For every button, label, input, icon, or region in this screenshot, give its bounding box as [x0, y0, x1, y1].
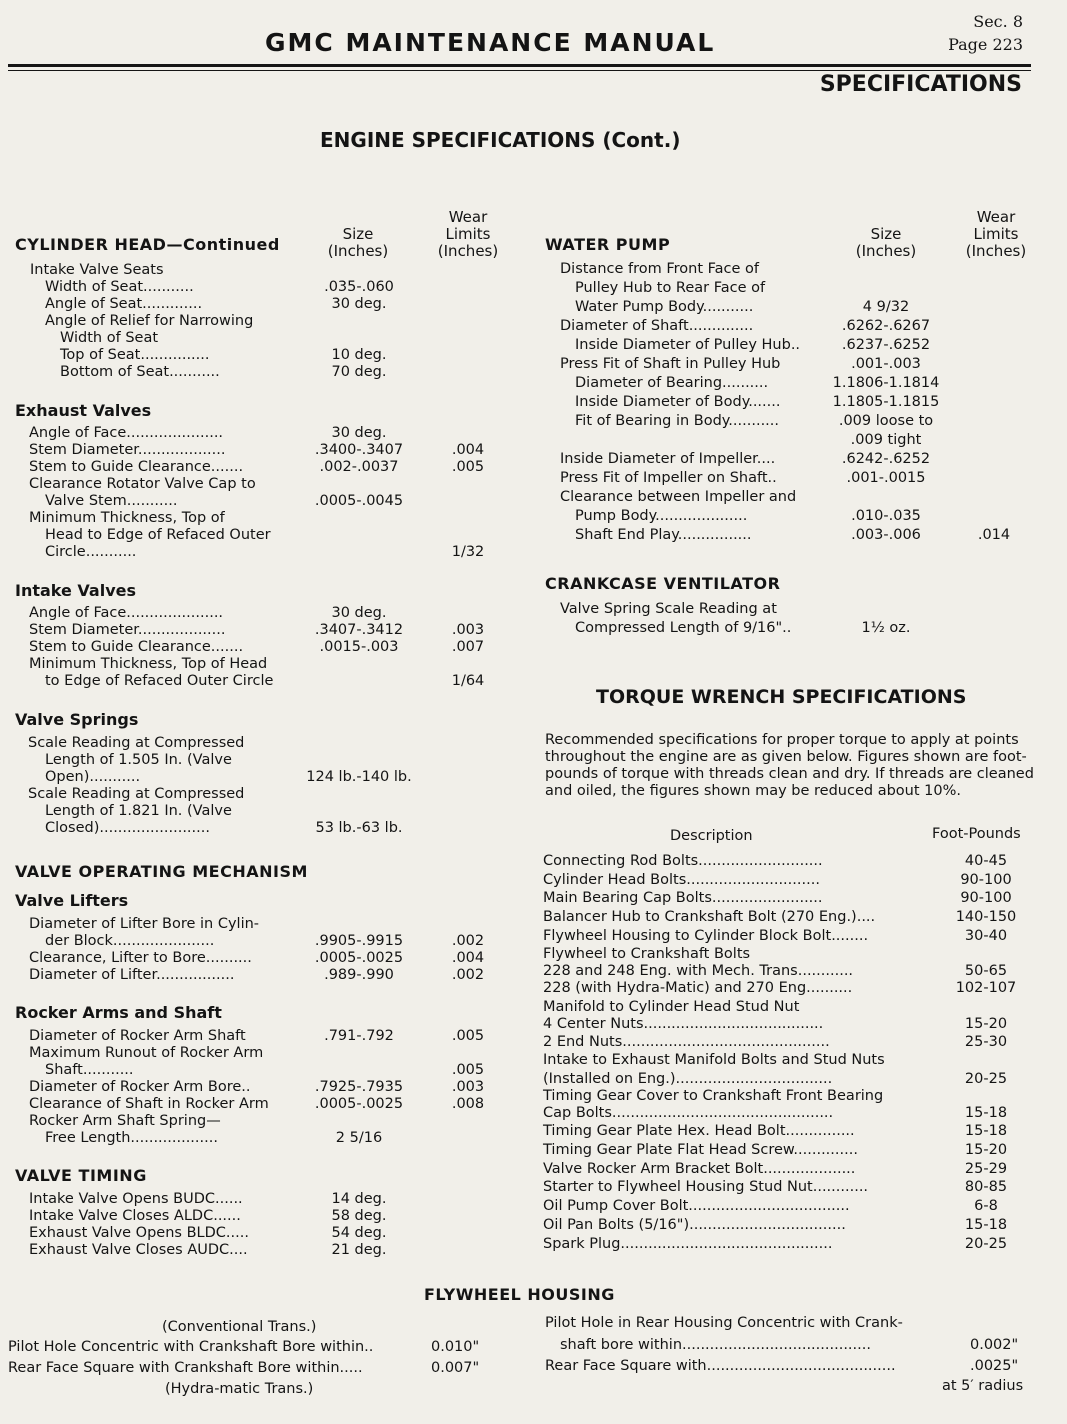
- size-header-line: (Inches): [327, 242, 389, 260]
- spec-size-value: 54 deg.: [331, 1225, 387, 1241]
- wear-column-header: [433, 209, 503, 260]
- torque-row: [543, 998, 1031, 1016]
- spec-label: Press Fit of Impeller on Shaft..: [560, 470, 777, 486]
- torque-row: [543, 1087, 1031, 1105]
- spec-wear-value: .008: [451, 1096, 485, 1112]
- spec-label: Inside Diameter of Body.......: [575, 394, 781, 410]
- torque-value: 15-18: [964, 1217, 1008, 1233]
- spec-label: Valve Stem...........: [45, 493, 178, 509]
- hydramatic-label: (Hydra-matic Trans.): [165, 1381, 314, 1397]
- spec-label: Diameter of Lifter Bore in Cylin-: [29, 916, 260, 932]
- torque-description: Cylinder Head Bolts.............................: [543, 872, 820, 888]
- spec-row: [0, 656, 1067, 673]
- foot-pounds-column-header: Foot-Pounds: [932, 826, 1021, 842]
- spec-label: Stem to Guide Clearance.......: [29, 639, 244, 655]
- spec-size-value: .009 loose to: [838, 413, 934, 429]
- spec-wear-value: .002: [451, 933, 485, 949]
- torque-row: [543, 1216, 1031, 1234]
- torque-value: 15-18: [964, 1105, 1008, 1121]
- flywheel-left-row-value: 0.007": [431, 1360, 480, 1376]
- spec-label: Width of Seat: [60, 330, 159, 346]
- torque-value: 15-18: [964, 1123, 1008, 1139]
- spec-size-value: .6237-.6252: [841, 337, 931, 353]
- spec-label: Water Pump Body...........: [575, 299, 754, 315]
- spec-size-value: .3407-.3412: [314, 622, 404, 638]
- spec-row: [0, 413, 1067, 430]
- wear-column-header: [960, 209, 1032, 260]
- torque-description: (Installed on Eng.)..................................: [543, 1071, 833, 1087]
- flywheel-right-row-value: .0025": [970, 1358, 1019, 1374]
- spec-size-value: .9905-.9915: [314, 933, 404, 949]
- torque-description: Main Bearing Cap Bolts........................: [543, 890, 823, 906]
- spec-label: to Edge of Refaced Outer Circle: [45, 673, 274, 689]
- spec-label: Minimum Thickness, Top of: [29, 510, 225, 526]
- torque-value: 25-29: [964, 1161, 1008, 1177]
- spec-size-value: .6242-.6252: [841, 451, 931, 467]
- spec-label: Rocker Arm Shaft Spring—: [29, 1113, 221, 1129]
- section-heading: VALVE OPERATING MECHANISM: [15, 862, 308, 881]
- spec-size-value: .3400-.3407: [314, 442, 404, 458]
- radius-note: at 5′ radius: [942, 1378, 1024, 1394]
- spec-row: [0, 280, 1067, 297]
- spec-label: Valve Spring Scale Reading at: [560, 601, 777, 617]
- spec-row: [0, 299, 1067, 316]
- spec-row: [0, 527, 1067, 544]
- spec-row: [0, 337, 1067, 354]
- spec-label: Fit of Bearing in Body...........: [575, 413, 780, 429]
- wear-header-line: (Inches): [965, 242, 1027, 260]
- spec-label: Maximum Runout of Rocker Arm: [29, 1045, 264, 1061]
- torque-row: [543, 1033, 1031, 1051]
- spec-label: Clearance, Lifter to Bore..........: [29, 950, 252, 966]
- header-rule: [8, 64, 1031, 67]
- spec-label: Angle of Face.....................: [29, 425, 224, 441]
- spec-label: Stem to Guide Clearance.......: [29, 459, 244, 475]
- spec-label: Length of 1.505 In. (Valve: [45, 752, 232, 768]
- torque-value: 140-150: [955, 909, 1017, 925]
- torque-value: 20-25: [964, 1236, 1008, 1252]
- conventional-label: (Conventional Trans.): [162, 1319, 317, 1335]
- spec-label: Top of Seat...............: [60, 347, 210, 363]
- spec-row: [0, 803, 1067, 820]
- subsection-heading: Rocker Arms and Shaft: [15, 1003, 222, 1022]
- spec-label: Scale Reading at Compressed: [28, 786, 245, 802]
- spec-row: [0, 394, 1067, 411]
- torque-row: [543, 1104, 1031, 1122]
- torque-description: Flywheel to Crankshaft Bolts: [543, 946, 751, 962]
- spec-label: Pulley Hub to Rear Face of: [575, 280, 766, 296]
- spec-label: Diameter of Shaft..............: [560, 318, 754, 334]
- spec-wear-value: .003: [451, 1079, 485, 1095]
- torque-value: 102-107: [955, 980, 1017, 996]
- spec-size-value: 1.1806-1.1814: [832, 375, 940, 391]
- subsection-heading: Intake Valves: [15, 581, 137, 600]
- spec-size-value: .7925-.7935: [314, 1079, 404, 1095]
- size-column-header: [322, 226, 394, 260]
- section-number: Sec. 8: [973, 12, 1023, 31]
- torque-description: Valve Rocker Arm Bracket Bolt....................: [543, 1161, 856, 1177]
- torque-row: [543, 945, 1031, 963]
- spec-size-value: 2 5/16: [335, 1130, 383, 1146]
- spec-label: Diameter of Rocker Arm Shaft: [29, 1028, 246, 1044]
- torque-description: 4 Center Nuts.......................................: [543, 1016, 824, 1032]
- torque-row: [543, 871, 1031, 889]
- spec-size-value: .010-.035: [851, 508, 921, 524]
- description-column-header: Description: [670, 828, 753, 844]
- spec-size-value: .001-.0015: [846, 470, 926, 486]
- flywheel-left-row-value: 0.010": [431, 1339, 480, 1355]
- spec-label: Clearance Rotator Valve Cap to: [29, 476, 256, 492]
- torque-description: 2 End Nuts.............................................: [543, 1034, 830, 1050]
- spec-label: Inside Diameter of Impeller....: [560, 451, 776, 467]
- torque-row: [543, 1235, 1031, 1253]
- torque-description: Manifold to Cylinder Head Stud Nut: [543, 999, 800, 1015]
- wear-header-line: Wear: [976, 208, 1016, 226]
- header-rule-thin: [8, 70, 1031, 71]
- subsection-heading: Valve Lifters: [15, 891, 129, 910]
- spec-label: Intake Valve Opens BUDC......: [29, 1191, 243, 1207]
- torque-row: [543, 1015, 1031, 1033]
- spec-wear-value: .004: [451, 950, 485, 966]
- spec-wear-value: 1/64: [451, 673, 485, 689]
- spec-size-value: 1½ oz.: [861, 620, 911, 636]
- torque-value: 15-20: [964, 1016, 1008, 1032]
- spec-size-value: 58 deg.: [331, 1208, 387, 1224]
- spec-label: Length of 1.821 In. (Valve: [45, 803, 232, 819]
- spec-wear-value: .005: [451, 1028, 485, 1044]
- torque-value: 80-85: [964, 1179, 1008, 1195]
- spec-wear-value: 1/32: [451, 544, 485, 560]
- spec-row: [0, 432, 1067, 449]
- size-header-line: Size: [342, 225, 374, 243]
- wear-header-line: (Inches): [437, 242, 499, 260]
- size-header-line: Size: [870, 225, 902, 243]
- spec-row: [0, 639, 1067, 656]
- torque-description: Timing Gear Plate Hex. Head Bolt...............: [543, 1123, 855, 1139]
- torque-description: Oil Pump Cover Bolt...................................: [543, 1198, 850, 1214]
- spec-label: Diameter of Rocker Arm Bore..: [29, 1079, 251, 1095]
- torque-value: 40-45: [964, 853, 1008, 869]
- spec-row: [0, 489, 1067, 506]
- torque-description: Flywheel Housing to Cylinder Block Bolt........: [543, 928, 869, 944]
- torque-description: 228 (with Hydra-Matic) and 270 Eng..........: [543, 980, 853, 996]
- spec-size-value: 70 deg.: [331, 364, 387, 380]
- page-title: ENGINE SPECIFICATIONS (Cont.): [320, 128, 681, 152]
- spec-label: Exhaust Valve Opens BLDC.....: [29, 1225, 249, 1241]
- spec-label: Angle of Face.....................: [29, 605, 224, 621]
- torque-description: Timing Gear Cover to Crankshaft Front Bearing: [543, 1088, 884, 1104]
- torque-row: [543, 962, 1031, 980]
- torque-value: 50-65: [964, 963, 1008, 979]
- subsection-heading: Exhaust Valves: [15, 401, 152, 420]
- spec-row: [0, 451, 1067, 468]
- spec-wear-value: .005: [451, 459, 485, 475]
- spec-label: der Block......................: [45, 933, 215, 949]
- spec-label: Intake Valve Seats: [30, 262, 164, 278]
- spec-size-value: .0005-.0045: [314, 493, 404, 509]
- spec-label: Circle...........: [45, 544, 137, 560]
- torque-row: [543, 908, 1031, 926]
- spec-size-value: 10 deg.: [331, 347, 387, 363]
- spec-row: [0, 261, 1067, 278]
- spec-size-value: .6262-.6267: [841, 318, 931, 334]
- torque-row: [543, 889, 1031, 907]
- section-heading: VALVE TIMING: [15, 1166, 147, 1185]
- spec-label: Bottom of Seat...........: [60, 364, 220, 380]
- flywheel-left-row-label: Rear Face Square with Crankshaft Bore within.....: [8, 1360, 363, 1376]
- manual-title: GMC MAINTENANCE MANUAL: [265, 28, 716, 57]
- spec-size-value: 124 lb.-140 lb.: [306, 769, 412, 785]
- spec-label: Head to Edge of Refaced Outer: [45, 527, 271, 543]
- torque-description: Oil Pan Bolts (5/16")..................................: [543, 1217, 846, 1233]
- spec-row: [0, 356, 1067, 373]
- spec-wear-value: .005: [451, 1062, 485, 1078]
- spec-size-value: 30 deg.: [331, 605, 387, 621]
- torque-value: 20-25: [964, 1071, 1008, 1087]
- spec-size-value: 30 deg.: [331, 296, 387, 312]
- flywheel-right-row-label: Rear Face Square with.........................................: [545, 1358, 896, 1374]
- torque-row: [543, 1070, 1031, 1088]
- spec-size-value: 21 deg.: [331, 1242, 387, 1258]
- spec-label: Compressed Length of 9/16"..: [575, 620, 792, 636]
- spec-label: Free Length...................: [45, 1130, 218, 1146]
- torque-description: Timing Gear Plate Flat Head Screw..............: [543, 1142, 858, 1158]
- torque-description: Spark Plug..............................................: [543, 1236, 833, 1252]
- spec-size-value: .035-.060: [324, 279, 394, 295]
- torque-row: [543, 852, 1031, 870]
- spec-row: [0, 470, 1067, 487]
- size-column-header: [850, 226, 922, 260]
- spec-wear-value: .014: [977, 527, 1011, 543]
- spec-label: Minimum Thickness, Top of Head: [29, 656, 268, 672]
- spec-label: Stem Diameter...................: [29, 622, 226, 638]
- spec-label: Press Fit of Shaft in Pulley Hub: [560, 356, 781, 372]
- spec-size-value: 4 9/32: [862, 299, 910, 315]
- spec-label: Pump Body....................: [575, 508, 748, 524]
- section-heading: CRANKCASE VENTILATOR: [545, 574, 781, 593]
- spec-row: [0, 375, 1067, 392]
- wear-header-line: Wear: [448, 208, 488, 226]
- section-heading: CYLINDER HEAD—Continued: [15, 235, 280, 254]
- torque-row: [543, 1197, 1031, 1215]
- spec-size-value: .001-.003: [851, 356, 921, 372]
- spec-label: Diameter of Bearing..........: [575, 375, 769, 391]
- spec-label: Angle of Seat.............: [45, 296, 203, 312]
- spec-size-value: .002-.0037: [319, 459, 399, 475]
- spec-label: Intake Valve Closes ALDC......: [29, 1208, 241, 1224]
- spec-row: [0, 544, 1067, 561]
- torque-heading: TORQUE WRENCH SPECIFICATIONS: [596, 686, 967, 708]
- spec-row: [0, 508, 1067, 525]
- section-heading: FLYWHEEL HOUSING: [424, 1285, 615, 1304]
- spec-label: Angle of Relief for Narrowing: [45, 313, 254, 329]
- spec-row: [0, 318, 1067, 335]
- spec-label: Width of Seat...........: [45, 279, 194, 295]
- spec-size-value: 14 deg.: [331, 1191, 387, 1207]
- size-header-line: (Inches): [855, 242, 917, 260]
- torque-description: Starter to Flywheel Housing Stud Nut............: [543, 1179, 869, 1195]
- torque-row: [543, 927, 1031, 945]
- spec-size-value: .0005-.0025: [314, 1096, 404, 1112]
- page-number: Page 223: [948, 35, 1023, 54]
- torque-description: Balancer Hub to Crankshaft Bolt (270 Eng.)....: [543, 909, 876, 925]
- flywheel-right-row-label: shaft bore within.........................................: [560, 1337, 871, 1353]
- torque-row: [543, 1160, 1031, 1178]
- flywheel-right-row-value: 0.002": [970, 1337, 1019, 1353]
- spec-row: [0, 620, 1067, 637]
- torque-description: Connecting Rod Bolts...........................: [543, 853, 823, 869]
- spec-size-value: .791-.792: [324, 1028, 394, 1044]
- flywheel-right-row-label: Pilot Hole in Rear Housing Concentric with Crank-: [545, 1315, 903, 1331]
- spec-label: Scale Reading at Compressed: [28, 735, 245, 751]
- spec-size-value: .0005-.0025: [314, 950, 404, 966]
- torque-description: 228 and 248 Eng. with Mech. Trans............: [543, 963, 854, 979]
- wear-header-line: Limits: [973, 225, 1019, 243]
- spec-row: [0, 820, 1067, 837]
- torque-value: 25-30: [964, 1034, 1008, 1050]
- torque-value: 90-100: [960, 890, 1012, 906]
- torque-value: 15-20: [964, 1142, 1008, 1158]
- spec-label: Inside Diameter of Pulley Hub..: [575, 337, 801, 353]
- wear-header-line: Limits: [445, 225, 491, 243]
- torque-row: [543, 1051, 1031, 1069]
- spec-label: Shaft...........: [45, 1062, 134, 1078]
- torque-description: Intake to Exhaust Manifold Bolts and Stud Nuts: [543, 1052, 885, 1068]
- torque-intro: Recommended specifications for proper torque to apply at points throughout the engine are as given below. Figures shown are foot-pounds of torque with threads clean and dry. If threads are cleaned and oiled, the figures shown may be reduced about 10%.: [545, 732, 1034, 799]
- spec-label: Clearance of Shaft in Rocker Arm: [29, 1096, 269, 1112]
- spec-size-value: 53 lb.-63 lb.: [315, 820, 403, 836]
- spec-wear-value: .003: [451, 622, 485, 638]
- torque-row: [543, 1141, 1031, 1159]
- spec-label: Shaft End Play................: [575, 527, 752, 543]
- spec-size-value: 1.1805-1.1815: [832, 394, 940, 410]
- spec-label: Diameter of Lifter.................: [29, 967, 235, 983]
- spec-size-value: .003-.006: [851, 527, 921, 543]
- spec-size-value: .009 tight: [850, 432, 922, 448]
- torque-value: 90-100: [960, 872, 1012, 888]
- section-heading: WATER PUMP: [545, 235, 671, 254]
- torque-value: 30-40: [964, 928, 1008, 944]
- page-reference: [948, 10, 1023, 56]
- spec-label: Closed)........................: [45, 820, 210, 836]
- torque-value: 6-8: [974, 1198, 998, 1214]
- spec-label: Open)...........: [45, 769, 141, 785]
- spec-label: Distance from Front Face of: [560, 261, 760, 277]
- spec-size-value: .0015-.003: [319, 639, 399, 655]
- spec-label: Exhaust Valve Closes AUDC....: [29, 1242, 248, 1258]
- torque-description: Cap Bolts................................................: [543, 1105, 834, 1121]
- spec-label: Clearance between Impeller and: [560, 489, 797, 505]
- spec-wear-value: .002: [451, 967, 485, 983]
- spec-row: [0, 601, 1067, 618]
- torque-row: [543, 1178, 1031, 1196]
- flywheel-left-row-label: Pilot Hole Concentric with Crankshaft Bore within..: [8, 1339, 374, 1355]
- spec-size-value: .989-.990: [324, 967, 394, 983]
- spec-wear-value: .007: [451, 639, 485, 655]
- subsection-heading: Valve Springs: [15, 710, 139, 729]
- category-heading: SPECIFICATIONS: [819, 72, 1022, 97]
- torque-row: [543, 1122, 1031, 1140]
- torque-row: [543, 979, 1031, 997]
- spec-wear-value: .004: [451, 442, 485, 458]
- spec-label: Stem Diameter...................: [29, 442, 226, 458]
- spec-size-value: 30 deg.: [331, 425, 387, 441]
